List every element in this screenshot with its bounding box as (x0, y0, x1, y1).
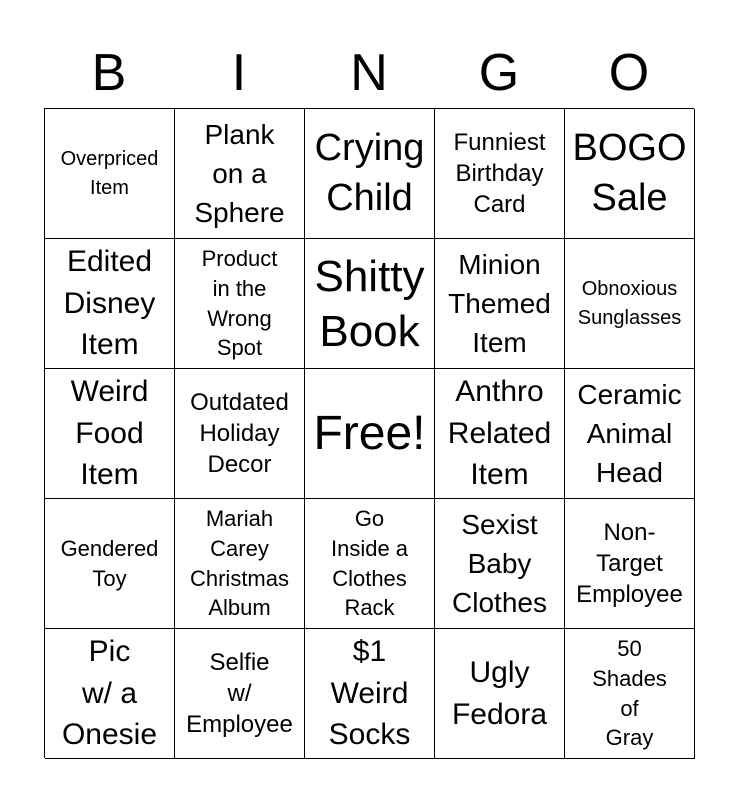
bingo-cell[interactable]: Anthro Related Item (435, 369, 565, 499)
bingo-header (44, 40, 694, 106)
bingo-cell[interactable]: Product in the Wrong Spot (175, 239, 305, 369)
bingo-cell[interactable]: $1 Weird Socks (305, 629, 435, 759)
bingo-board (44, 108, 694, 758)
bingo-cell[interactable]: Sexist Baby Clothes (435, 499, 565, 629)
bingo-cell[interactable]: BOGO Sale (565, 109, 695, 239)
bingo-cell[interactable]: Overpriced Item (45, 109, 175, 239)
header-letter-o: O (608, 44, 650, 102)
bingo-cell[interactable]: Shitty Book (305, 239, 435, 369)
bingo-cell[interactable]: Obnoxious Sunglasses (565, 239, 695, 369)
header-letter-n: N (350, 44, 388, 102)
bingo-cell[interactable]: Funniest Birthday Card (435, 109, 565, 239)
bingo-cell[interactable]: Ugly Fedora (435, 629, 565, 759)
bingo-cell[interactable]: Gendered Toy (45, 499, 175, 629)
bingo-cell[interactable]: Selfie w/ Employee (175, 629, 305, 759)
header-letter-b: B (91, 44, 127, 102)
bingo-cell[interactable]: Go Inside a Clothes Rack (305, 499, 435, 629)
bingo-cell[interactable]: Edited Disney Item (45, 239, 175, 369)
bingo-cell[interactable]: Minion Themed Item (435, 239, 565, 369)
bingo-cell[interactable]: Ceramic Animal Head (565, 369, 695, 499)
header-letter-i: I (231, 44, 247, 102)
bingo-cell[interactable]: 50 Shades of Gray (565, 629, 695, 759)
bingo-cell[interactable]: Crying Child (305, 109, 435, 239)
bingo-cell[interactable]: Plank on a Sphere (175, 109, 305, 239)
bingo-cell[interactable]: Weird Food Item (45, 369, 175, 499)
header-letter-g: G (478, 44, 520, 102)
bingo-cell[interactable]: Outdated Holiday Decor (175, 369, 305, 499)
bingo-cell[interactable]: Mariah Carey Christmas Album (175, 499, 305, 629)
bingo-cell[interactable]: Non- Target Employee (565, 499, 695, 629)
free-space-cell[interactable]: Free! (305, 369, 435, 499)
bingo-cell[interactable]: Pic w/ a Onesie (45, 629, 175, 759)
